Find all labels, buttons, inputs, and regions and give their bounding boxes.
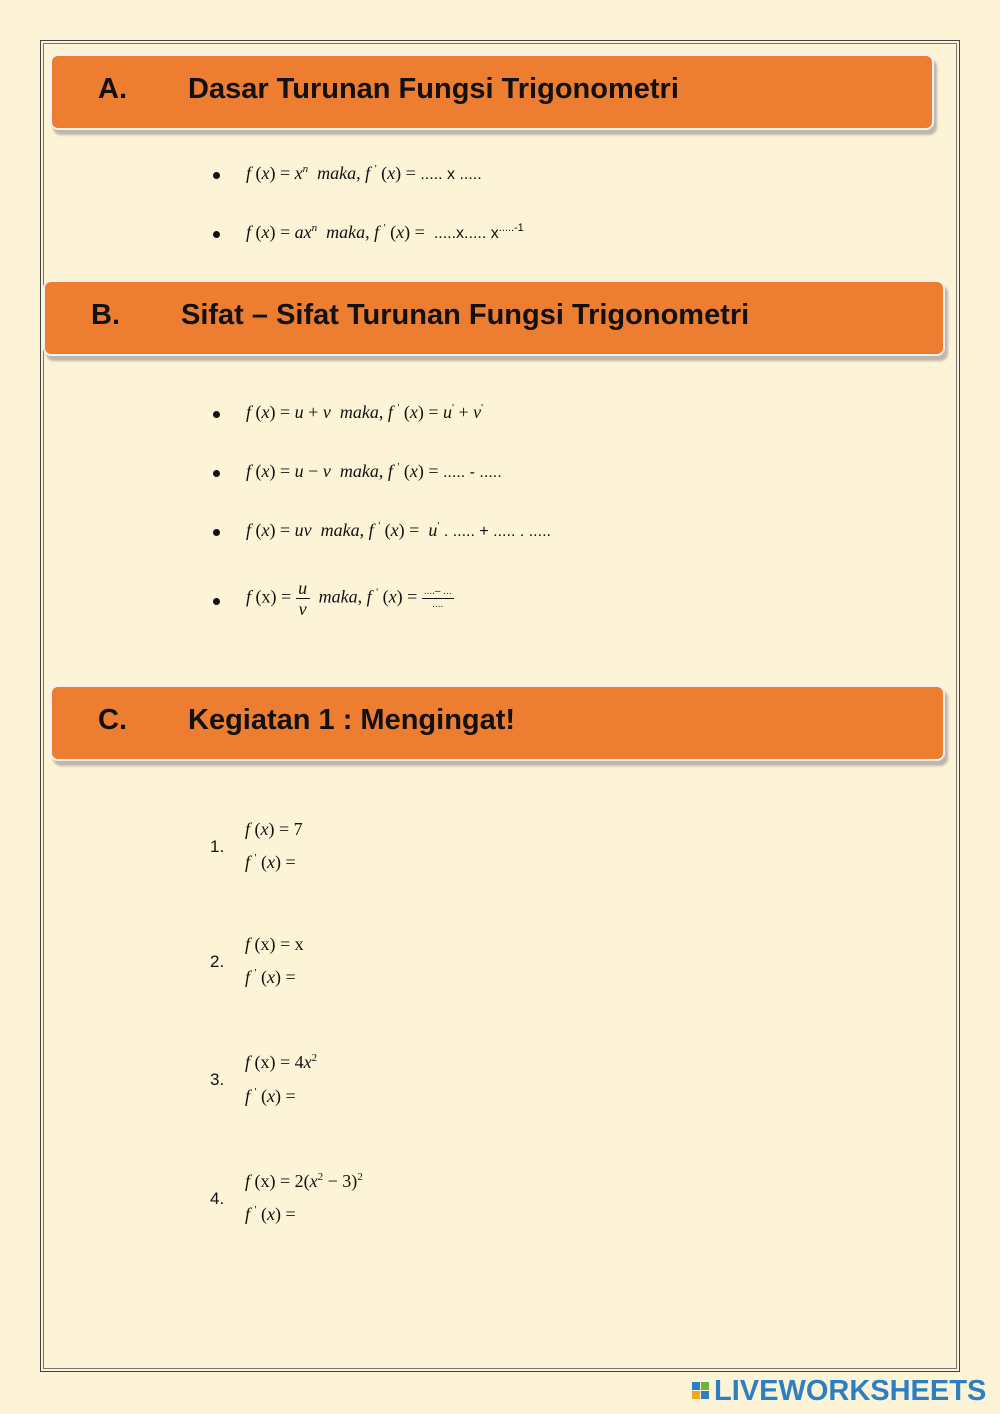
section-c-letter: C. (98, 704, 127, 736)
property-product: f (x) = uv maka, f ' (x) = u' . ..... + ..... . ..... (246, 520, 551, 540)
basic-rule-coef-blank[interactable]: .....x..... x (433, 225, 499, 242)
exercise-3-derivative[interactable]: f ' (x) = (245, 1086, 296, 1106)
basic-rule-power: f $(x) = x^n$ maka, f ' (x) = ..... x ..... (246, 163, 482, 183)
quotient-fraction: $\frac{u}{v}$ (296, 578, 310, 619)
exercise-1-function: f (x) = 7 (245, 819, 303, 839)
basic-rule-coef-exponent[interactable]: .....-1 (498, 222, 524, 234)
section-a-header (50, 54, 934, 130)
section-a-title: Dasar Turunan Fungsi Trigonometri (188, 73, 679, 105)
property-quotient: f (x) = $\frac{u}{v}$ maka, f ' (x) = ....– ... .... (246, 578, 452, 619)
section-a-letter: A. (98, 73, 127, 105)
liveworksheets-logo-icon (692, 1382, 710, 1400)
property-product-blank[interactable]: . ..... + ..... . ..... (443, 523, 551, 540)
property-difference: f (x) = u − v maka, f ' (x) = ..... - ..... (246, 461, 502, 481)
exercise-number: 2. (210, 952, 225, 971)
bullet-icon (213, 231, 220, 238)
exercise-1-derivative[interactable]: f ' (x) = (245, 852, 296, 872)
section-b-title: Sifat – Sifat Turunan Fungsi Trigonometri (181, 299, 750, 331)
bullet-icon (213, 598, 220, 605)
property-difference-blank[interactable]: ..... - ..... (442, 464, 502, 481)
quotient-blank-denominator[interactable]: .... (432, 599, 444, 610)
section-c-header (50, 685, 945, 761)
exercise-number: 1. (210, 837, 225, 856)
section-b-header (43, 280, 945, 356)
section-b-letter: B. (91, 299, 120, 331)
basic-rule-coef-power: f $(x) = ax^n$ maka, f ' (x) = .....x..... $x^{.....-1}$ (246, 222, 524, 242)
bullet-icon (213, 529, 220, 536)
bullet-icon (213, 470, 220, 477)
property-sum: f (x) = u + v maka, f ' (x) = u' + v' (246, 402, 484, 422)
bullet-icon (213, 411, 220, 418)
basic-rule-power-blank[interactable]: ..... x ..... (420, 166, 482, 183)
exercise-4-function: f $(x) = 2(x^2 - 3)^2$ (245, 1171, 363, 1191)
exercise-4-derivative[interactable]: f ' (x) = (245, 1204, 296, 1224)
liveworksheets-logo[interactable] (692, 1374, 986, 1408)
exercise-2-function: f (x) = x (245, 934, 304, 954)
quotient-blank-fraction[interactable] (422, 586, 454, 611)
bullet-icon (213, 172, 220, 179)
exercise-2-derivative[interactable]: f ' (x) = (245, 967, 296, 987)
exercise-3-function: f $(x) = 4x^2$ (245, 1052, 318, 1072)
exercise-number: 4. (210, 1189, 225, 1208)
quotient-blank-numerator[interactable]: ....– ... (423, 586, 452, 597)
section-c-title: Kegiatan 1 : Mengingat! (188, 704, 516, 736)
exercise-number: 3. (210, 1070, 225, 1089)
liveworksheets-brand-text: LIVEWORKSHEETS (714, 1374, 987, 1407)
